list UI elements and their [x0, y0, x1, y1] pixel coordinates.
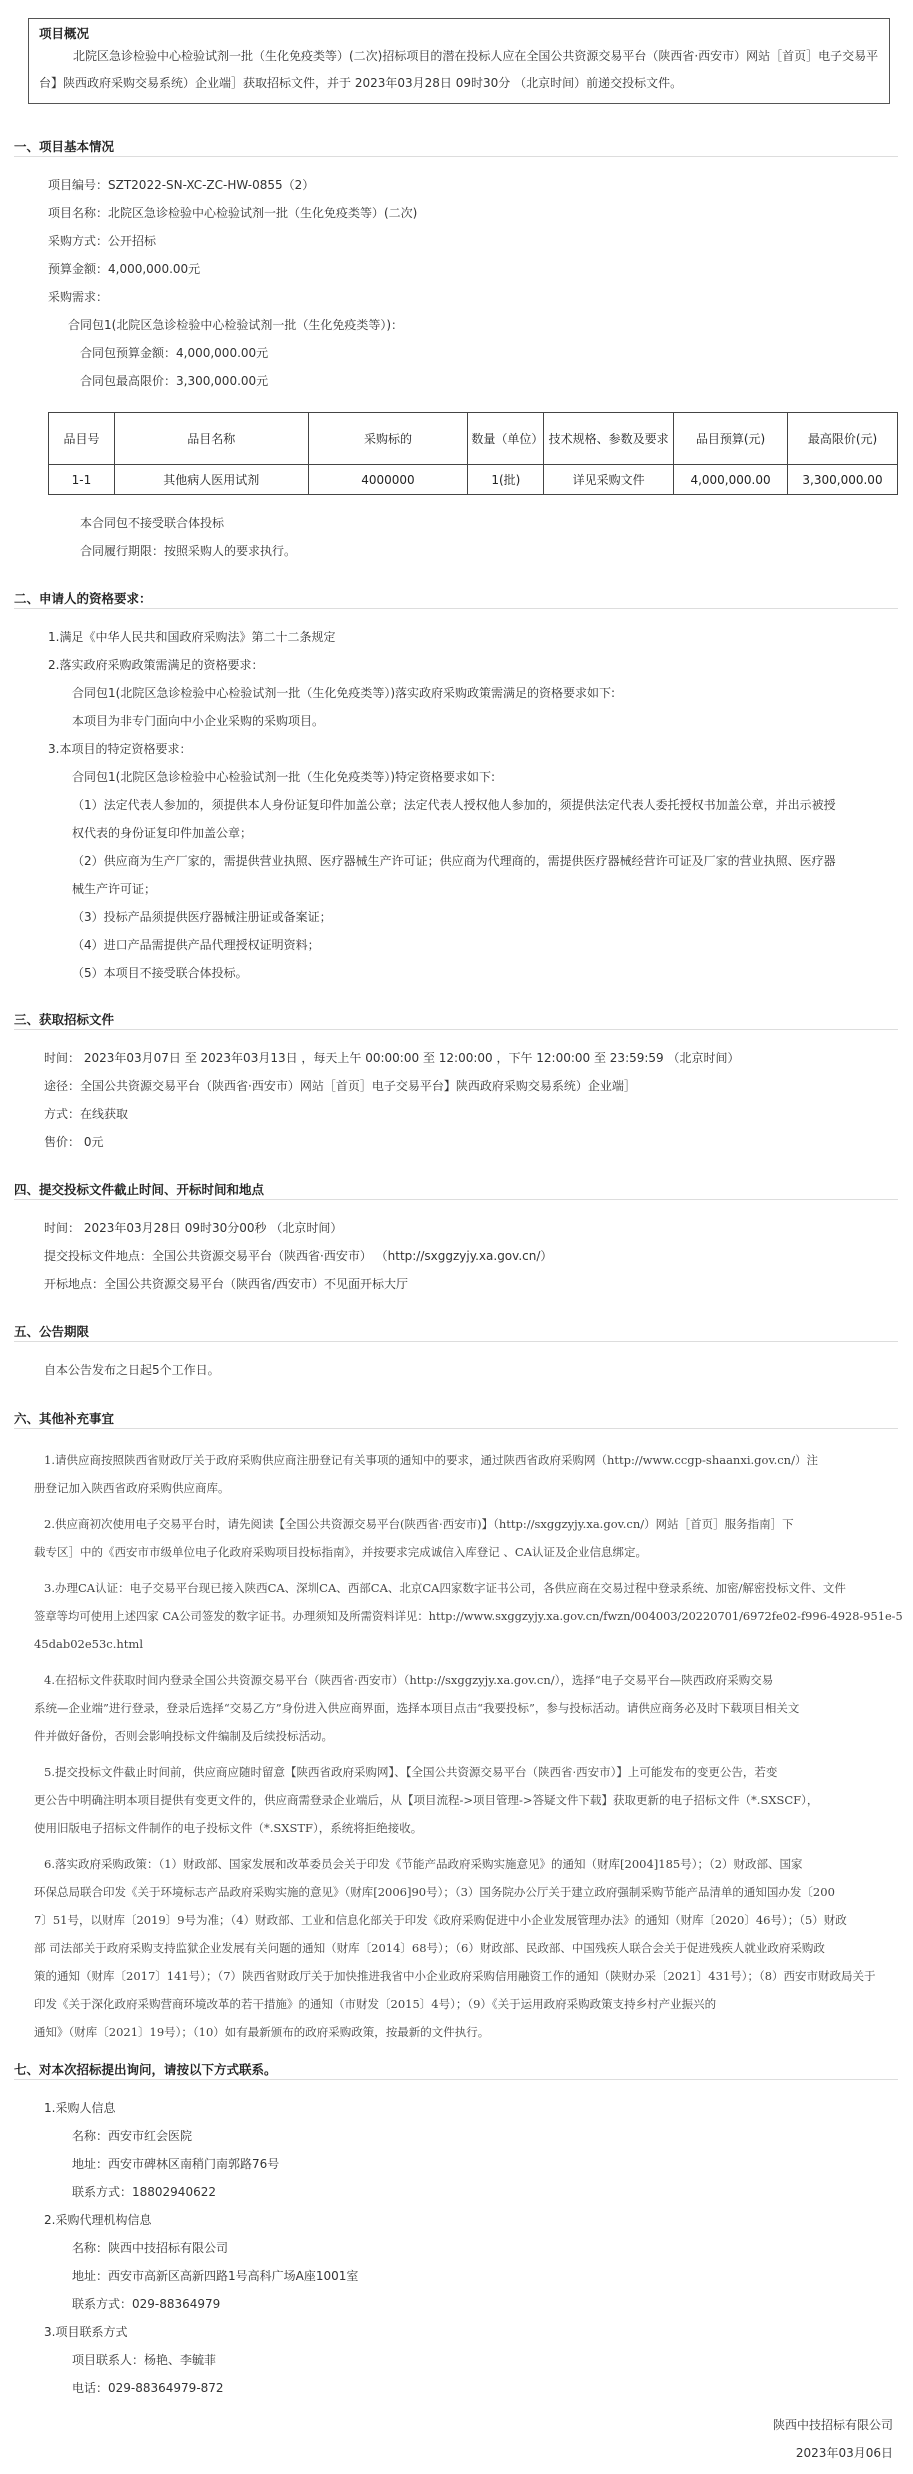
contact-line: 名称：陕西中技招标有限公司	[72, 2241, 229, 2255]
qualification-line: （2）供应商为生产厂家的，需提供营业执照、医疗器械生产许可证；供应商为代理商的，需提供医疗器械经营许可证及厂家的营业执照、医疗器	[72, 854, 836, 868]
contact-line: 名称：西安市红会医院	[72, 2129, 193, 2143]
items-table	[48, 412, 898, 495]
table-cell: 4,000,000.00	[674, 465, 788, 495]
section-7-title: 七、对本次招标提出询问，请按以下方式联系。	[14, 2062, 277, 2077]
divider	[14, 156, 898, 157]
qualification-line: （4）进口产品需提供产品代理授权证明资料；	[72, 938, 320, 952]
procurement-needs: 采购需求：	[48, 290, 109, 304]
contact-heading: 2.采购代理机构信息	[44, 2213, 152, 2227]
supplement-line: 5.提交投标文件截止时间前，供应商应随时留意【陕西省政府采购网】、【全国公共资源交易平台（陕西省·西安市）】上可能发布的变更公告，若变	[44, 1765, 778, 1779]
divider	[14, 608, 898, 609]
contact-line: 电话：029-88364979-872	[72, 2381, 224, 2395]
contract-period: 合同履行期限：按照采购人的要求执行。	[80, 544, 297, 558]
contact-line: 地址：西安市高新区高新四路1号高科广场A座1001室	[72, 2269, 359, 2283]
opening-location: 开标地点：全国公共资源交易平台（陕西省/西安市）不见面开标大厅	[44, 1277, 409, 1291]
table-cell: 其他病人医用试剂	[114, 465, 308, 495]
project-name: 项目名称：北院区急诊检验中心检验试剂一批（生化免疫类等）(二次)	[48, 206, 418, 220]
qualification-line: 权代表的身份证复印件加盖公章；	[72, 826, 253, 840]
qualification-line: 合同包1(北院区急诊检验中心检验试剂一批（生化免疫类等）)落实政府采购政策需满足的资格要求如下:	[72, 686, 616, 700]
qualification-line: 本项目为非专门面向中小企业采购的采购项目。	[72, 714, 325, 728]
acquire-mode: 方式：在线获取	[44, 1107, 129, 1121]
contact-line: 地址：西安市碑林区南稍门南郭路76号	[72, 2157, 280, 2171]
supplement-line: 3.办理CA认证：电子交易平台现已接入陕西CA、深圳CA、西部CA、北京CA四家数字证书公司，各供应商在交易过程中登录系统、加密/解密投标文件、文件	[44, 1581, 846, 1595]
qualification-line: 械生产许可证；	[72, 882, 157, 896]
divider	[14, 1029, 898, 1030]
overview-body: 北院区急诊检验中心检验试剂一批（生化免疫类等）(二次)招标项目的潜在投标人应在全国公共资源交易平台（陕西省·西安市）网站［首页］电子交易平台】陕西政府采购交易系统）企业端］获取招标文件，并于 2023年03月28日 09时30分 （北京时间）前递交投标文件。	[39, 49, 879, 90]
qualification-line: 3.本项目的特定资格要求：	[48, 742, 192, 756]
footer-date: 2023年03月06日	[795, 2446, 893, 2460]
section-1-title: 一、项目基本情况	[14, 139, 115, 154]
table-header: 品目号	[49, 413, 115, 465]
table-header: 技术规格、参数及要求	[544, 413, 674, 465]
supplement-line: 1.请供应商按照陕西省财政厅关于政府采购供应商注册登记有关事项的通知中的要求，通过陕西省政府采购网（http://www.ccgp-shaanxi.gov.cn/）注	[44, 1453, 818, 1467]
section-4-title: 四、提交投标文件截止时间、开标时间和地点	[14, 1182, 265, 1197]
divider	[14, 1199, 898, 1200]
supplement-line: 系统—企业端”进行登录，登录后选择“交易乙方”身份进入供应商界面，选择本项目点击“我要投标”，参与投标活动。请供应商务必及时下载项目相关文	[34, 1701, 800, 1715]
supplement-line: 签章等均可使用上述四家 CA公司签发的数字证书。办理须知及所需资料详见：http://www.sxggzyjy.xa.gov.cn/fwzn/004003/20220701/6972fe02-f996-4928-951e-5	[34, 1609, 903, 1623]
table-header-row	[49, 413, 898, 465]
table-cell: 详见采购文件	[544, 465, 674, 495]
table-cell: 1(批)	[468, 465, 544, 495]
budget-amount: 预算金额：4,000,000.00元	[48, 262, 201, 276]
procurement-method: 采购方式：公开招标	[48, 234, 157, 248]
project-number: 项目编号：SZT2022-SN-XC-ZC-HW-0855（2）	[48, 178, 315, 192]
divider	[14, 1341, 898, 1342]
table-header: 品目预算(元)	[674, 413, 788, 465]
supplement-line: 策的通知（财库〔2017〕141号）；（7）陕西省财政厅关于加快推进我省中小企业政府采购信用融资工作的通知（陕财办采〔2021〕431号）；（8）西安市财政局关于	[34, 1969, 876, 1983]
table-header: 最高限价(元)	[788, 413, 898, 465]
supplement-line: 通知》（财库〔2021〕19号）；（10）如有最新颁布的政府采购政策，按最新的文件执行。	[34, 2025, 490, 2039]
table-cell: 4000000	[308, 465, 468, 495]
package-max-price: 合同包最高限价：3,300,000.00元	[80, 374, 269, 388]
table-cell: 3,300,000.00	[788, 465, 898, 495]
qualification-line: 2.落实政府采购政策需满足的资格要求：	[48, 658, 264, 672]
footer-company: 陕西中技招标有限公司	[772, 2418, 893, 2432]
supplement-line: 更公告中明确注明本项目提供有变更文件的，供应商需登录企业端后，从【项目流程->项目管理->答疑文件下载】获取更新的电子招标文件（*.SXSCF），	[34, 1793, 819, 1807]
no-union-note: 本合同包不接受联合体投标	[80, 516, 225, 530]
supplement-line: 6.落实政府采购政策：（1）财政部、国家发展和改革委员会关于印发《节能产品政府采购实施意见》的通知（财库[2004]185号）；（2）财政部、国家	[44, 1857, 803, 1871]
supplement-line: 7〕51号，以财库〔2019〕9号为准；（4）财政部、工业和信息化部关于印发《政府采购促进中小企业发展管理办法》的通知（财库〔2020〕46号）；（5）财政	[34, 1913, 847, 1927]
section-6-title: 六、其他补充事宜	[14, 1411, 115, 1426]
qualification-line: （3）投标产品须提供医疗器械注册证或备案证；	[72, 910, 332, 924]
table-header: 品目名称	[114, 413, 308, 465]
supplement-line: 件并做好备份，否则会影响投标文件编制及后续投标活动。	[34, 1729, 333, 1743]
supplement-line: 4.在招标文件获取时间内登录全国公共资源交易平台（陕西省·西安市）（http://sxggzyjy.xa.gov.cn/），选择“电子交易平台—陕西政府采购交易	[44, 1673, 774, 1687]
notice-period: 自本公告发布之日起5个工作日。	[44, 1363, 220, 1377]
table-cell: 1-1	[49, 465, 115, 495]
section-2-title: 二、申请人的资格要求：	[14, 591, 152, 606]
table-header: 数量（单位）	[468, 413, 544, 465]
contact-line: 项目联系人：杨艳、李毓菲	[72, 2353, 217, 2367]
qualification-line: （5）本项目不接受联合体投标。	[72, 966, 248, 980]
overview-title: 项目概况	[39, 26, 90, 41]
package-budget: 合同包预算金额：4,000,000.00元	[80, 346, 269, 360]
supplement-line: 部 司法部关于政府采购支持监狱企业发展有关问题的通知（财库〔2014〕68号）；（6）财政部、民政部、中国残疾人联合会关于促进残疾人就业政府采购政	[34, 1941, 825, 1955]
supplement-line: 载专区］中的《西安市市级单位电子化政府采购项目投标指南》，并按要求完成诚信入库登记 、CA认证及企业信息绑定。	[34, 1545, 648, 1559]
acquire-price: 售价： 0元	[44, 1135, 104, 1149]
table-header: 采购标的	[308, 413, 468, 465]
table-row	[49, 465, 898, 495]
contact-line: 联系方式：029-88364979	[72, 2297, 221, 2311]
supplement-line: 2.供应商初次使用电子交易平台时，请先阅读【全国公共资源交易平台(陕西省·西安市)】（http://sxggzyjy.xa.gov.cn/）网站［首页］服务指南］下	[44, 1517, 794, 1531]
section-3-title: 三、获取招标文件	[14, 1012, 115, 1027]
acquire-way: 途径：全国公共资源交易平台（陕西省·西安市）网站［首页］电子交易平台】陕西政府采购交易系统）企业端］	[44, 1079, 636, 1093]
divider	[14, 2079, 898, 2080]
divider	[14, 1428, 898, 1429]
supplement-line: 环保总局联合印发《关于环境标志产品政府采购实施的意见》（财库[2006]90号）；（3）国务院办公厅关于建立政府强制采购节能产品清单的通知国办发〔200	[34, 1885, 835, 1899]
project-overview-box	[28, 18, 890, 104]
supplement-line: 册登记加入陕西省政府采购供应商库。	[34, 1481, 230, 1495]
section-5-title: 五、公告期限	[14, 1324, 90, 1339]
contact-heading: 3.项目联系方式	[44, 2325, 128, 2339]
supplement-line: 45dab02e53c.html	[34, 1637, 143, 1651]
supplement-line: 印发《关于深化政府采购营商环境改革的若干措施》的通知（市财发〔2015〕4号）；（9）《关于运用政府采购政策支持乡村产业振兴的	[34, 1997, 717, 2011]
contact-line: 联系方式：18802940622	[72, 2185, 216, 2199]
supplement-line: 使用旧版电子招标文件制作的电子投标文件（*.SXSTF），系统将拒绝接收。	[34, 1821, 423, 1835]
qualification-line: （1）法定代表人参加的，须提供本人身份证复印件加盖公章；法定代表人授权他人参加的，须提供法定代表人委托授权书加盖公章，并出示被授	[72, 798, 836, 812]
acquire-time: 时间： 2023年03月07日 至 2023年03月13日 ，每天上午 00:00:00 至 12:00:00 ，下午 12:00:00 至 23:59:59 （北京时间）	[44, 1051, 740, 1065]
qualification-line: 合同包1(北院区急诊检验中心检验试剂一批（生化免疫类等）)特定资格要求如下:	[72, 770, 496, 784]
qualification-line: 1.满足《中华人民共和国政府采购法》第二十二条规定	[48, 630, 336, 644]
contact-heading: 1.采购人信息	[44, 2101, 116, 2115]
submit-location: 提交投标文件地点：全国公共资源交易平台（陕西省·西安市） （http://sxggzyjy.xa.gov.cn/）	[44, 1249, 553, 1263]
contract-package: 合同包1(北院区急诊检验中心检验试剂一批（生化免疫类等）)：	[68, 318, 404, 332]
deadline-time: 时间： 2023年03月28日 09时30分00秒 （北京时间）	[44, 1221, 343, 1235]
